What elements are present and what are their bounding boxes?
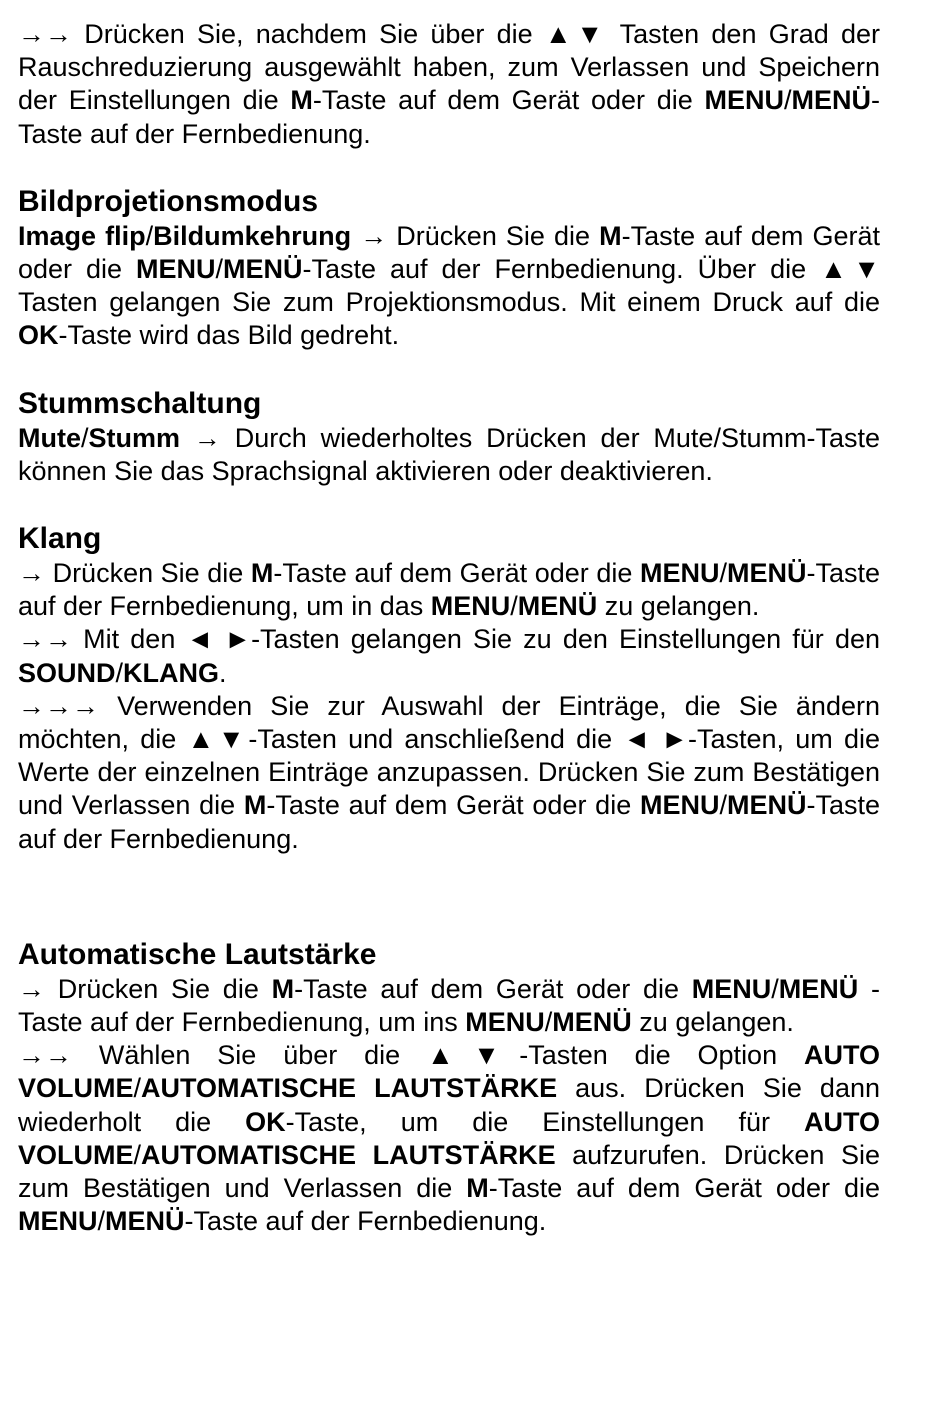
paragraph-image-flip (18, 220, 880, 353)
text: / (771, 973, 779, 1004)
text: . (219, 657, 227, 688)
text: →→→ Verwenden Sie zur Auswahl der Einträge, die Sie ändern möchten, die ▲▼-Tasten und anschließend die ◄ ►-Tasten, um die Werte der einzelnen Einträge anzupassen. Drücken Sie zum Bestätigen und Verlassen die (18, 690, 880, 821)
key-m: M (290, 85, 313, 116)
key-menue: MENÜ (105, 1206, 185, 1237)
key-menue: MENÜ (791, 85, 871, 116)
text: -Taste auf der Fernbedienung. (18, 85, 880, 149)
text: -Taste auf der Fernbedienung. (184, 1206, 547, 1237)
text: / (133, 1073, 142, 1104)
key-ok: OK (245, 1106, 286, 1137)
key-menu: MENU (430, 591, 511, 622)
text: zu gelangen. (597, 591, 760, 622)
text: -Taste wird das Bild gedreht. (58, 320, 400, 351)
paragraph-auto-volume-step1 (18, 973, 880, 1039)
text: / (719, 790, 727, 821)
heading-stummschaltung: Stummschaltung (18, 386, 262, 420)
spacer (18, 856, 880, 937)
key-menue: MENÜ (726, 790, 807, 821)
text: → Durch wiederholtes Drücken der Mute/Stumm-Taste können Sie das Sprachsignal aktivieren oder deaktivieren. (18, 422, 880, 486)
text: / (215, 254, 224, 285)
text: -Taste, um die Einstellungen für (285, 1106, 804, 1137)
term-stumm: Stumm (88, 422, 181, 453)
key-menu: MENU (639, 558, 720, 589)
paragraph-noise-reduction-save (18, 18, 880, 151)
term-bildumkehrung: Bildumkehrung (153, 220, 352, 251)
heading-klang: Klang (18, 522, 102, 556)
text: -Taste auf dem Gerät oder die (273, 558, 640, 589)
key-menu: MENU (18, 1206, 98, 1237)
text: -Taste auf dem Gerät oder die (294, 973, 692, 1004)
text: →→ Wählen Sie über die ▲▼-Tasten die Option (18, 1040, 804, 1071)
text: -Taste auf dem Gerät oder die (266, 790, 640, 821)
text: -Taste auf dem Gerät oder die (312, 85, 705, 116)
heading-bildprojetionsmodus: Bildprojetionsmodus (18, 184, 318, 218)
text: / (133, 1139, 142, 1170)
text: → Drücken Sie die (18, 558, 251, 589)
key-menue: MENÜ (223, 254, 303, 285)
key-menu: MENU (704, 85, 784, 116)
key-menu: MENU (136, 254, 216, 285)
paragraph-auto-volume-step2 (18, 1039, 880, 1238)
text: zu gelangen. (631, 1007, 794, 1038)
spacer (18, 353, 880, 386)
term-klang: KLANG (123, 657, 220, 688)
text: -Taste auf der Fernbedienung. (18, 790, 880, 854)
key-menue: MENÜ (552, 1007, 632, 1038)
key-menu: MENU (639, 790, 720, 821)
text: -Taste auf dem Gerät oder die (488, 1173, 880, 1204)
key-menue: MENÜ (726, 558, 807, 589)
term-sound: SOUND (18, 657, 116, 688)
term-automatische-lautstaerke: AUTOMATISCHE LAUTSTÄRKE (141, 1073, 558, 1104)
term-image-flip: Image flip (18, 220, 146, 251)
text: / (510, 591, 518, 622)
key-m: M (243, 790, 267, 821)
key-menue: MENÜ (517, 591, 598, 622)
heading-automatische-lautstaerke: Automatische Lautstärke (18, 937, 377, 971)
paragraph-klang-step1 (18, 557, 880, 623)
text: / (544, 1007, 553, 1038)
text: -Taste auf dem Gerät oder die (18, 220, 880, 285)
text: → Drücken Sie die (18, 973, 272, 1004)
text: -Taste auf der Fernbedienung, um in das (18, 558, 881, 622)
spacer (18, 488, 880, 521)
text: / (81, 422, 89, 453)
term-auto-volume: AUTO VOLUME (18, 1106, 880, 1170)
key-menu: MENU (691, 973, 772, 1004)
text: →→ Mit den ◄ ►-Tasten gelangen Sie zu den Einstellungen für den (18, 624, 880, 655)
key-m: M (599, 220, 622, 251)
paragraph-mute (18, 422, 880, 488)
key-m: M (271, 973, 295, 1004)
document-page (18, 18, 880, 1238)
key-menu: MENU (465, 1007, 545, 1038)
text: / (719, 558, 727, 589)
text: aufzurufen. Drücken Sie zum Bestätigen und Verlassen die (18, 1139, 880, 1204)
key-ok: OK (18, 320, 59, 351)
term-automatische-lautstaerke: AUTOMATISCHE LAUTSTÄRKE (141, 1139, 556, 1170)
text: / (783, 85, 792, 116)
text: -Taste auf der Fernbedienung, um ins (18, 973, 880, 1038)
paragraph-klang-step3 (18, 690, 880, 856)
text: →→ Drücken Sie, nachdem Sie über die ▲▼ Tasten den Grad der Rauschreduzierung ausgewählt haben, zum Verlassen und Speichern der Einstellungen die (18, 19, 880, 116)
text: / (97, 1206, 106, 1237)
text: → Drücken Sie die (351, 220, 600, 251)
term-mute: Mute (18, 422, 81, 453)
key-m: M (466, 1173, 489, 1204)
paragraph-klang-step2 (18, 623, 880, 689)
key-m: M (250, 558, 274, 589)
text: / (145, 220, 154, 251)
key-menue: MENÜ (778, 973, 859, 1004)
text: / (115, 657, 124, 688)
text: aus. Drücken Sie dann wiederholt die (18, 1073, 880, 1137)
term-auto-volume: AUTO VOLUME (18, 1040, 880, 1104)
spacer (18, 151, 880, 184)
text: -Taste auf der Fernbedienung. Über die ▲▼ Tasten gelangen Sie zum Projektionsmodus. Mit einem Druck auf die (18, 254, 880, 318)
